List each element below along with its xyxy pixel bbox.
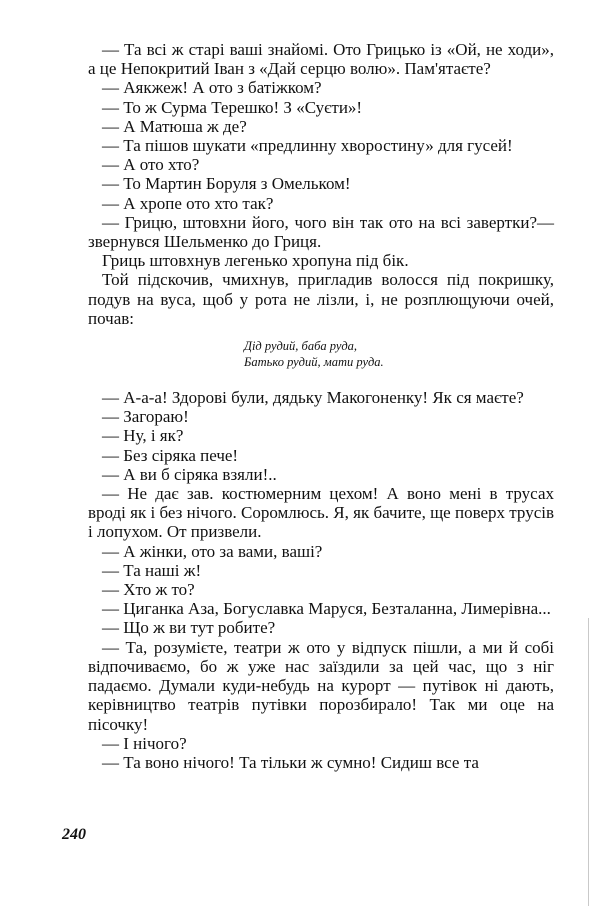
narrative-paragraph: Той підскочив, чмихнув, пригладив волосся під покришку, подув на вуса, щоб у рота не лізли, і, не розплющуючи очей, почав: <box>88 270 554 328</box>
dialogue-line: — Що ж ви тут робите? <box>102 618 276 638</box>
dialogue-line: — Без сіряка пече! <box>102 445 239 465</box>
dialogue-line: — Грицю, штовхни його, чого він так ото на всі завертки?— звернувся Шельменко до Гриця. <box>88 212 554 252</box>
dialogue-line: — А-а-а! Здорові були, дядьку Макогоненку! Як ся маєте? <box>102 388 524 408</box>
dialogue-line: — То Мартин Боруля з Омельком! <box>102 174 351 194</box>
poem-quote <box>88 338 554 370</box>
dialogue-line: — Циганка Аза, Богуславка Маруся, Безталанна, Лимерівна... <box>102 599 551 619</box>
dialogue-line: — Аякжеж! А ото з батіжком? <box>102 78 322 98</box>
dialogue-line: — А хропе ото хто так? <box>102 193 274 213</box>
narrative-paragraph: Гриць штовхнув легенько хропуна під бік. <box>102 251 409 271</box>
dialogue-line: — Ну, і як? <box>102 426 184 446</box>
dialogue-line: — І нічого? <box>102 733 187 753</box>
dialogue-line: — Та пішов шукати «предлинну хворостину» для гусей! <box>102 136 513 156</box>
dialogue-line: — Загораю! <box>102 407 189 427</box>
dialogue-line: — То ж Сурма Терешко! З «Суєти»! <box>102 97 363 117</box>
dialogue-line: — Не дає зав. костюмерним цехом! А воно мені в трусах вроді як і без нічого. Соромлюсь. Я, як бачите, ще поверх трусів і лопухом. От призвели. <box>88 484 554 542</box>
dialogue-line: — Та, розумієте, театри ж ото у відпуск пішли, а ми й собі відпочиваємо, бо ж уже нас заїздили за цей час, що з ніг падаємо. Думали куди-небудь на курорт — путівок ні дають, керівництво театрів путівки порозбирало! Так ми оце на пісочку! <box>88 637 554 734</box>
dialogue-line: — А ви б сіряка взяли!.. <box>102 464 277 484</box>
dialogue-line: — Та наші ж! <box>102 560 202 580</box>
page-text-body <box>88 40 554 772</box>
dialogue-line: — Та воно нічого! Та тільки ж сумно! Сидиш все та <box>102 752 479 772</box>
dialogue-line: — А Матюша ж де? <box>102 116 247 136</box>
poem-line: Дід рудий, баба руда, <box>244 339 358 354</box>
poem-line: Батько рудий, мати руда. <box>244 355 384 370</box>
dialogue-line: — А жінки, ото за вами, ваші? <box>102 541 323 561</box>
dialogue-line: — Та всі ж старі ваші знайомі. Ото Грицько із «Ой, не ходи», а це Непокритий Іван з «Дай серцю волю». Пам'ятаєте? <box>88 40 554 79</box>
scan-edge-line <box>588 618 589 906</box>
dialogue-line: — А ото хто? <box>102 155 200 175</box>
dialogue-line: — Хто ж то? <box>102 580 195 600</box>
page-number: 240 <box>62 826 86 843</box>
